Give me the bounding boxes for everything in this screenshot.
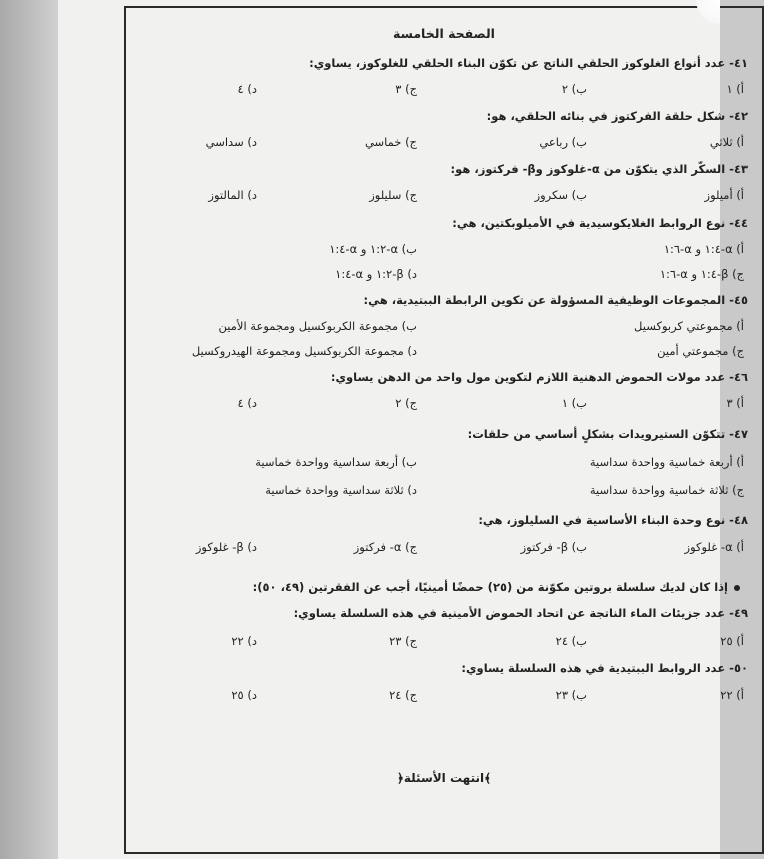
q43-option-b: ب) سكروز — [534, 188, 587, 202]
question-43: ٤٣- السكّر الذي يتكوّن من α-غلوكوز وβ- فركتوز، هو: — [450, 162, 748, 176]
q45-option-d: د) مجموعة الكربوكسيل ومجموعة الهيدروكسيل — [191, 344, 417, 358]
question-45: ٤٥- المجموعات الوظيفية المسؤولة عن تكوين الرابطة الببتيدية، هي: — [363, 293, 748, 307]
end-of-questions: ﴿انتهت الأسئلة﴾ — [396, 771, 492, 785]
q47-option-c: ج) ثلاثة خماسية وواحدة سداسية — [589, 483, 744, 497]
q50-option-c: ج) ٢٤ — [389, 688, 417, 702]
q41-option-a: أ) ١ — [726, 82, 744, 96]
q46-option-d: د) ٤ — [237, 396, 257, 410]
question-44: ٤٤- نوع الروابط الغلايكوسيدية في الأميلوبكتين، هي: — [452, 216, 748, 230]
q49-option-b: ب) ٢٤ — [555, 634, 587, 648]
q47-option-a: أ) أربعة خماسية وواحدة سداسية — [589, 455, 744, 469]
q44-option-a: أ) α-١:٤ و α-١:٦ — [663, 242, 744, 256]
bullet-icon — [734, 585, 740, 591]
q41-option-d: د) ٤ — [237, 82, 257, 96]
q47-option-d: د) ثلاثة سداسية وواحدة خماسية — [265, 483, 417, 497]
q46-option-a: أ) ٣ — [726, 396, 744, 410]
q50-option-a: أ) ٢٢ — [720, 688, 744, 702]
q49-option-c: ج) ٢٣ — [389, 634, 417, 648]
question-47: ٤٧- تتكوّن الستيرويدات بشكلٍ أساسي من حلقات: — [467, 427, 748, 441]
question-42: ٤٢- شكل حلقة الفركتوز في بنائه الحلقي، هو: — [486, 109, 748, 123]
page-shadow — [0, 0, 58, 859]
q45-option-c: ج) مجموعتي أمين — [657, 344, 744, 358]
q45-option-a: أ) مجموعتي كربوكسيل — [634, 319, 744, 333]
question-46: ٤٦- عدد مولات الحموض الدهنية اللازم لتكوين مول واحد من الدهن يساوي: — [330, 370, 748, 384]
q42-option-b: ب) رباعي — [539, 135, 587, 149]
question-48: ٤٨- نوع وحدة البناء الأساسية في السليلوز، هي: — [478, 513, 748, 527]
q46-option-b: ب) ١ — [561, 396, 587, 410]
q48-option-b: ب) β- فركتوز — [520, 540, 587, 554]
q50-option-d: د) ٢٥ — [231, 688, 257, 702]
q41-option-c: ج) ٣ — [395, 82, 417, 96]
question-49: ٤٩- عدد جزيئات الماء الناتجة عن اتحاد الحموض الأمينية في هذه السلسلة يساوي: — [293, 606, 748, 620]
q44-option-d: د) β-١:٢ و α-١:٤ — [335, 267, 417, 281]
instruction-text: إذا كان لديك سلسلة بروتين مكوّنة من (٢٥) حمضًا أمينيًا، أجب عن الفقرتين (٤٩، ٥٠): — [252, 580, 728, 594]
q48-option-c: ج) α- فركتوز — [353, 540, 417, 554]
q42-option-a: أ) ثلاثي — [709, 135, 744, 149]
q46-option-c: ج) ٢ — [395, 396, 417, 410]
q45-option-b: ب) مجموعة الكربوكسيل ومجموعة الأمين — [218, 319, 417, 333]
instruction-line — [253, 580, 740, 594]
q41-option-b: ب) ٢ — [561, 82, 587, 96]
q47-option-b: ب) أربعة سداسية وواحدة خماسية — [255, 455, 417, 469]
question-50: ٥٠- عدد الروابط الببتيدية في هذه السلسلة يساوي: — [461, 661, 748, 675]
q48-option-d: د) β- غلوكوز — [195, 540, 257, 554]
photo-glare — [692, 0, 720, 28]
q43-option-c: ج) سليلوز — [369, 188, 417, 202]
page-title: الصفحة الخامسة — [393, 26, 495, 41]
q49-option-d: د) ٢٢ — [231, 634, 257, 648]
q49-option-a: أ) ٢٥ — [720, 634, 744, 648]
q48-option-a: أ) α- غلوكوز — [684, 540, 744, 554]
q50-option-b: ب) ٢٣ — [555, 688, 587, 702]
q42-option-d: د) سداسي — [205, 135, 257, 149]
exam-paper — [58, 0, 748, 859]
q44-option-c: ج) β-١:٤ و α-١:٦ — [659, 267, 744, 281]
page-border — [124, 6, 764, 854]
question-41: ٤١- عدد أنواع الغلوكوز الحلقي الناتج عن تكوّن البناء الحلقي للغلوكوز، يساوي: — [309, 56, 748, 70]
q43-option-a: أ) أميلوز — [704, 188, 744, 202]
q42-option-c: ج) خماسي — [364, 135, 417, 149]
q43-option-d: د) المالتوز — [208, 188, 257, 202]
q44-option-b: ب) α-١:٢ و α-١:٤ — [329, 242, 417, 256]
